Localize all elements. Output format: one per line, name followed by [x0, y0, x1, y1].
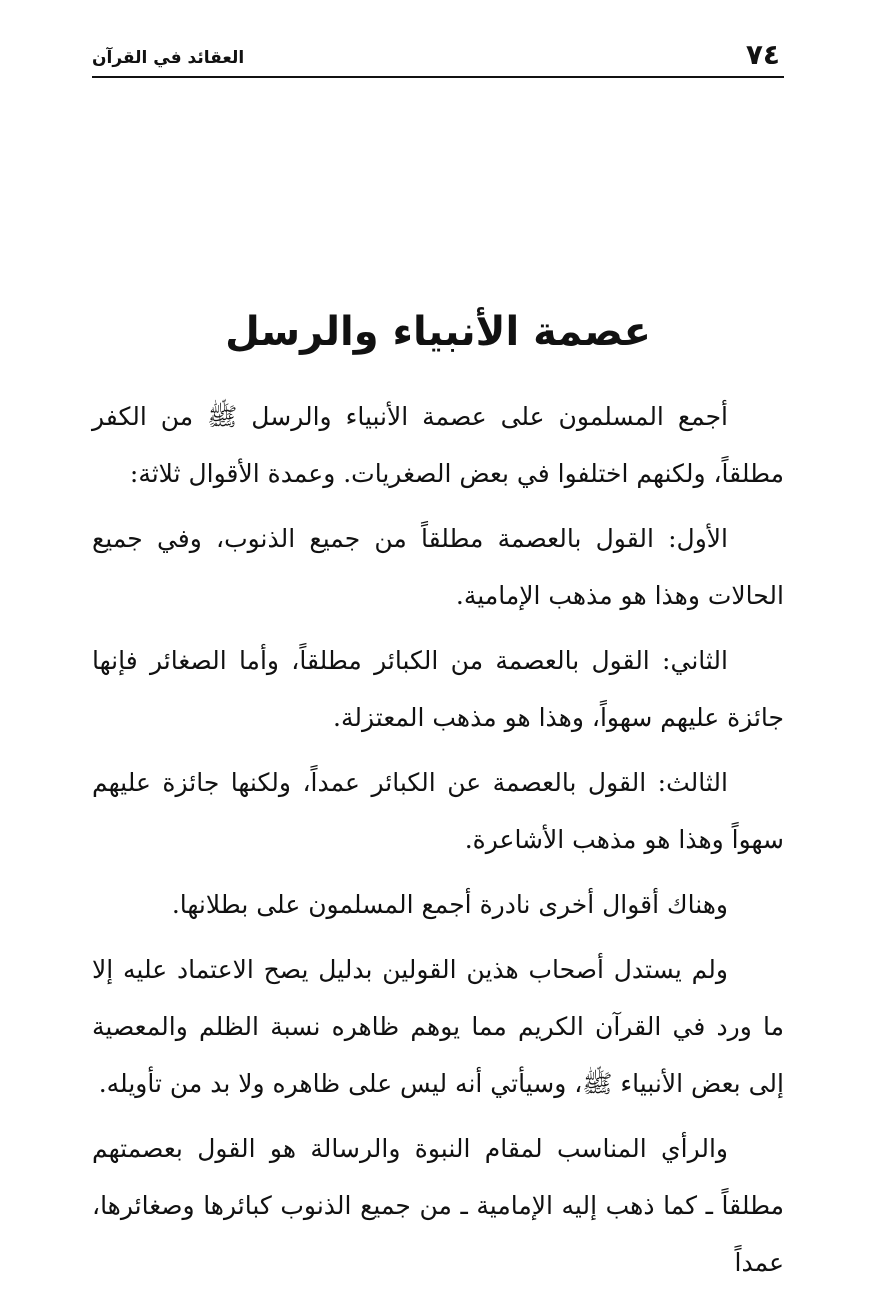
- paragraph-second-opinion: الثاني: القول بالعصمة من الكبائر مطلقاً، وأما الصغائر فإنها جائزة عليهم سهواً، وهذا هو مذهب المعتزلة.: [92, 646, 784, 732]
- paragraph-third-opinion: الثالث: القول بالعصمة عن الكبائر عمداً، ولكنها جائزة عليهم سهواً وهذا هو مذهب الأشاعرة.: [92, 768, 784, 854]
- paragraph-evidence: ولم يستدل أصحاب هذين القولين بدليل يصح الاعتماد عليه إلا ما ورد في القرآن الكريم مما يوهم ظاهره نسبة الظلم والمعصية إلى بعض الأنبياء ﷺ، وسيأتي أنه ليس على ظاهره ولا بد من تأويله.: [92, 955, 784, 1098]
- paragraph-conclusion: والرأي المناسب لمقام النبوة والرسالة هو القول بعصمتهم مطلقاً ـ كما ذهب إليه الإمامية ـ من جميع الذنوب كبائرها وصغائرها، عمداً: [92, 1134, 784, 1277]
- book-title: العقائد في القرآن: [92, 48, 245, 68]
- paragraph-first-opinion: الأول: القول بالعصمة مطلقاً من جميع الذنوب، وفي جميع الحالات وهذا هو مذهب الإمامية.: [92, 524, 784, 610]
- paragraph-intro: أجمع المسلمون على عصمة الأنبياء والرسل ﷺ من الكفر مطلقاً، ولكنهم اختلفوا في بعض الصغريات. وعمدة الأقوال ثلاثة:: [92, 402, 784, 488]
- body-text: [92, 388, 784, 1291]
- chapter-title: عصمة الأنبياء والرسل: [225, 308, 651, 355]
- running-header: [92, 36, 784, 78]
- paragraph-other-opinions: وهناك أقوال أخرى نادرة أجمع المسلمون على بطلانها.: [171, 890, 728, 919]
- page-number: ٧٤: [745, 38, 780, 71]
